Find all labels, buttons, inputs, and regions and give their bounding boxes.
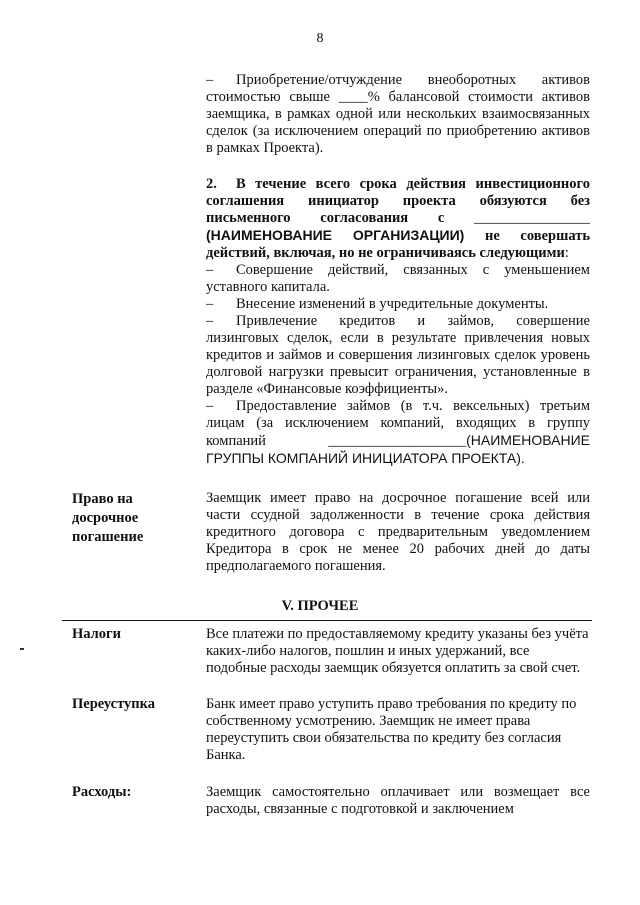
intro-bullet-text-1: Приобретение/отчуждение внеоборотных активов стоимостью свыше: [206, 72, 590, 105]
list-item-text: Совершение действий, связанных с уменьшением уставного капитала.: [206, 262, 590, 295]
row-text-taxes: Все платежи по предоставляемому кредиту указаны без учёта каких-либо налогов, пошлин и иных удержаний, все подобные расходы заемщик обязуется оплатить за свой счет.: [206, 626, 589, 676]
section-divider: [62, 620, 592, 621]
early-repayment-label: Право на досрочное погашение: [72, 491, 144, 545]
list-item: [206, 296, 590, 313]
bullet-dash: –: [206, 398, 214, 414]
row-label-expenses: Расходы:: [72, 784, 132, 800]
bullet-dash: –: [206, 313, 214, 329]
clause-2: [206, 176, 590, 468]
early-repayment-text: Заемщик имеет право на досрочное погашение всей или части ссудной задолженности в течение срока действия кредитного договора с предварительным уведомлением Кредитора в срок не менее 20 рабочих дней до даты предполагаемого погашения.: [206, 490, 590, 574]
intro-bullet-text-2: % балансовой стоимости активов заемщика, в рамках одной или нескольких взаимосвязанных сделок (за исключением операций по приобретению активов в рамках Проекта).: [206, 89, 590, 156]
row-text-assignment: Банк имеет право уступить право требования по кредиту по собственному усмотрению. Заемщик не имеет права переуступить свои обязательства по кредиту без согласия Банка.: [206, 696, 577, 763]
clause-blank: ________________: [474, 210, 591, 226]
bullet-dash: –: [206, 72, 214, 88]
clause-number: 2.: [206, 176, 217, 192]
list-item-text: Привлечение кредитов и займов, совершение лизинговых сделок, если в результате привлечения новых кредитов и займов и совершения лизинговых сделок уровень долговой нагрузки превысит ограничения, установленные в разделе «Финансовые коэффициенты».: [206, 313, 590, 397]
clause-org-name: (НАИМЕНОВАНИЕ ОРГАНИЗАЦИИ): [206, 227, 465, 243]
list-item: [206, 398, 590, 468]
bullet-dash: –: [206, 296, 214, 312]
page-number: 8: [316, 31, 324, 46]
scan-mark: [20, 648, 24, 650]
clause-heading-1: В течение всего срока действия инвестиционного соглашения инициатор проекта обязуются без письменного согласования с: [206, 176, 590, 226]
section-title: V. ПРОЧЕЕ: [281, 598, 359, 614]
list-item-text: Предоставление займов (в т.ч. вексельных) третьим лицам (за исключением компаний, входящих в группу компаний: [206, 398, 590, 449]
clause-heading-2: не совершать действий, включая, но не ограничиваясь следующими: [206, 228, 590, 261]
list-item: [206, 313, 590, 398]
intro-bullet: [206, 72, 590, 157]
row-label-taxes: Налоги: [72, 626, 121, 642]
list-item: [206, 262, 590, 296]
group-name: (НАИМЕНОВАНИЕ ГРУППЫ КОМПАНИЙ ИНИЦИАТОРА ПРОЕКТА).: [206, 432, 590, 466]
clause-colon: :: [564, 245, 569, 261]
list-item-blank: ___________________: [328, 433, 467, 449]
row-text-expenses: Заемщик самостоятельно оплачивает или возмещает все расходы, связанные с подготовкой и заключением: [206, 784, 590, 817]
list-item-text: Внесение изменений в учредительные документы.: [236, 296, 549, 312]
row-label-assignment: Переуступка: [72, 696, 156, 712]
bullet-dash: –: [206, 262, 214, 278]
intro-bullet-blank: ____: [338, 89, 368, 105]
